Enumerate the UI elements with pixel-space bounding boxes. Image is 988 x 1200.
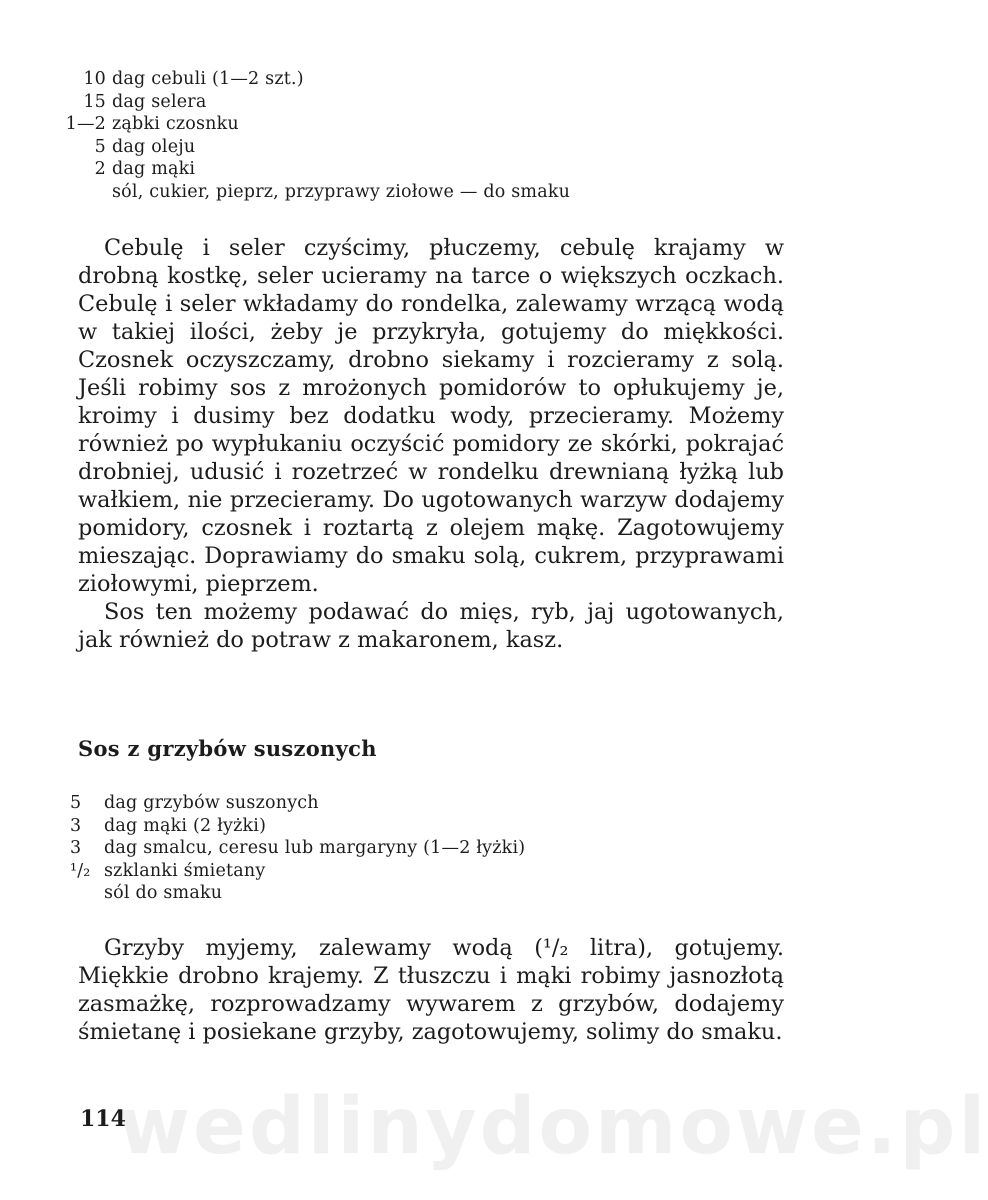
ingredient-text: dag cebuli (1—2 szt.) xyxy=(112,69,304,89)
ingredient-row xyxy=(70,792,525,815)
paragraph: Grzyby myjemy, zalewamy wodą (¹/₂ litra), gotujemy. Miękkie drobno krajemy. Z tłuszczu i mąki robimy jasnozłotą zasmażkę, rozprowadzamy wywarem z grzybów, dodajemy śmietanę i posiekane grzyby, zagotowujemy, solimy do smaku. xyxy=(78,935,784,1045)
ingredient-row xyxy=(70,815,525,838)
ingredient-row xyxy=(70,882,525,905)
ingredient-text: dag grzybów suszonych xyxy=(104,793,319,813)
ingredient-text: sól do smaku xyxy=(104,883,223,903)
ingredient-row xyxy=(70,860,525,883)
ingredient-qty: 3 xyxy=(70,815,82,836)
ingredient-qty: 5 xyxy=(70,793,82,813)
page-number: 114 xyxy=(80,1106,126,1132)
paragraph: Sos ten możemy podawać do mięs, ryb, jaj ugotowanych, jak również do potraw z makaronem, kasz. xyxy=(78,599,784,653)
ingredient-row xyxy=(58,136,570,159)
ingredient-text: dag mąki (2 łyżki) xyxy=(104,815,267,836)
ingredient-text: ząbki czosnku xyxy=(112,114,239,134)
ingredient-row xyxy=(58,113,570,136)
ingredient-text: dag selera xyxy=(112,91,207,112)
ingredient-text: dag smalcu, ceresu lub margaryny (1—2 łyżki) xyxy=(104,838,526,858)
ingredient-row xyxy=(58,68,570,91)
ingredient-row xyxy=(58,181,570,204)
ingredient-text: dag oleju xyxy=(112,136,196,157)
ingredient-qty: 1—2 xyxy=(65,114,106,134)
ingredient-text: dag mąki xyxy=(112,159,196,179)
ingredient-qty: 3 xyxy=(70,838,82,858)
ingredients-list-1 xyxy=(58,68,570,203)
paragraph: Cebulę i seler czyścimy, płuczemy, cebulę krajamy w drobną kostkę, seler ucieramy na tarce o większych oczkach. Cebulę i seler wkładamy do rondelka, zalewamy wrzącą wodą w takiej ilości, żeby je przykryła, gotujemy do miękkości. Czosnek oczyszczamy, drobno siekamy i rozcieramy z solą. Jeśli robimy sos z mrożonych pomidorów to opłukujemy je, kroimy i dusimy bez dodatku wody, przecieramy. Możemy również po wypłukaniu oczyścić pomidory ze skórki, pokrajać drobniej, udusić i rozetrzeć w rondelku drewnianą łyżką lub wałkiem, nie przecieramy. Do ugotowanych warzyw dodajemy pomidory, czosnek i roztartą z olejem mąkę. Zagotowujemy mieszając. Doprawiamy do smaku solą, cukrem, przyprawami ziołowymi, pieprzem. xyxy=(78,235,784,597)
ingredient-text: szklanki śmietany xyxy=(104,860,266,881)
ingredient-qty: 5 xyxy=(94,136,106,157)
recipe2-title: Sos z grzybów suszonych xyxy=(78,736,377,761)
ingredient-text: sól, cukier, pieprz, przyprawy ziołowe — do smaku xyxy=(112,181,571,202)
ingredient-qty: 10 xyxy=(83,69,106,89)
ingredient-qty: ¹/₂ xyxy=(70,860,91,881)
ingredients-list-2 xyxy=(70,792,525,905)
ingredient-row xyxy=(70,837,525,860)
watermark: wedlinydomowe.pl xyxy=(118,1082,988,1172)
ingredient-qty: 2 xyxy=(94,159,106,179)
ingredient-row xyxy=(58,91,570,114)
recipe1-instructions xyxy=(78,234,784,654)
recipe2-instructions xyxy=(78,934,784,1046)
ingredient-row xyxy=(58,158,570,181)
ingredient-qty: 15 xyxy=(83,91,106,112)
